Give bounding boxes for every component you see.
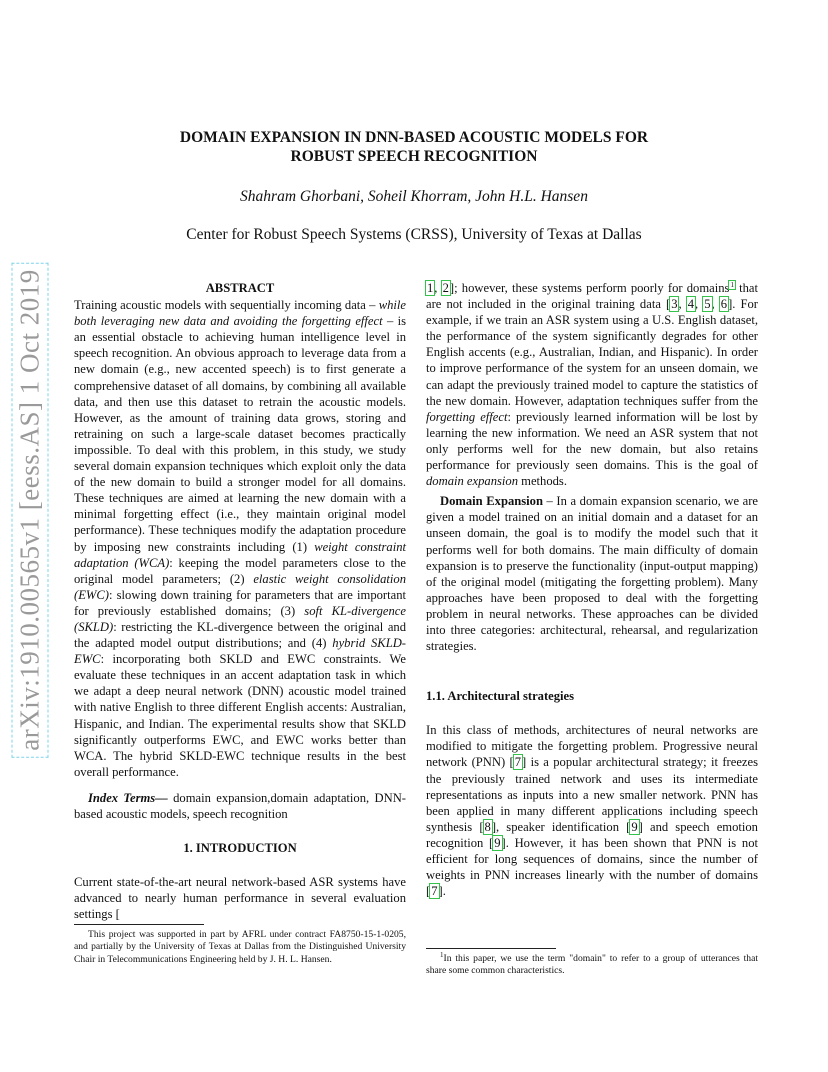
- citation-link[interactable]: 3: [671, 297, 678, 312]
- citation-link[interactable]: 9: [494, 835, 501, 850]
- footnote-rule-right: [426, 948, 556, 949]
- arxiv-identifier[interactable]: arXiv:1910.00565v1 [eess.AS] 1 Oct 2019: [12, 262, 49, 757]
- arxiv-sidebar: [10, 230, 50, 790]
- domain-expansion-label: Domain Expansion: [440, 494, 543, 509]
- body-text: ], speaker identification [: [491, 819, 631, 834]
- right-column: [426, 280, 758, 899]
- citation-sep: ,: [678, 297, 687, 312]
- title-line-1: DOMAIN EXPANSION IN DNN-BASED ACOUSTIC MODELS FOR: [179, 129, 649, 146]
- term-domain-expansion: domain expansion: [426, 474, 518, 489]
- citation-link[interactable]: 2: [442, 281, 449, 295]
- index-terms-label: Index Terms—: [88, 790, 168, 805]
- body-text: ]. However, it has been shown that PNN is not efficient for long sequences of domains, since the number of weights in PNN increases linearly with the number of domains [: [426, 835, 758, 899]
- affiliation: Center for Robust Speech Systems (CRSS), University of Texas at Dallas: [186, 226, 642, 243]
- abstract-text: : slowing down training for parameters that are important for previously established domains; (3): [74, 587, 406, 618]
- intro-paragraph-1: [74, 874, 406, 922]
- term-skld: soft KL-divergence (SKLD): [74, 603, 406, 634]
- intro-text: : previously learned information will be lost by learning the new information. We need an ASR system that not only performs well for the new domain, but also retains performance for previously seen domains. This is the goal of: [426, 409, 758, 473]
- intro-text: ]. For example, if we train an ASR system using a U.S. English dataset, the performance of the system significantly degrades for other English accents (e.g., Australian, Indian, and Hispanic). In order to improve performance of the system for an unseen domain, we can adapt the previously trained model to capture the statistics of the new domain. However, adaptation techniques suffer from the: [426, 297, 758, 408]
- footnote-mark: 1: [440, 950, 444, 959]
- citation-sep: ,: [711, 297, 720, 312]
- intro-text: ]; however, these systems perform poorly for domains: [449, 281, 730, 295]
- body-text: ] is a popular architectural strategy; it freezes the previously trained network and uses its intermediate representations as inputs into a new smaller network. PNN has been applied in many different applications including speech synthesis [: [426, 755, 758, 834]
- intro-text: Current state-of-the-art neural network-based ASR systems have advanced to nearly human performance in several evaluation settings [: [74, 875, 406, 922]
- intro-paragraph-2: [426, 493, 758, 654]
- abstract-text: – is an essential obstacle to achieving human intelligence level in speech recognition. An obvious approach to leverage data from a new domain (e.g., new accented speech) is to first generate a comprehensive dataset of all domains, by combining all available data, and then use this dataset to retrain the acoustic models. However, as the amount of training data grows, storing and retraining on such a large-scale dataset becomes practically impossible. To deal with this problem, in this study, we study several domain expansion techniques which exploit only the data of the new domain to build a stronger model for all domains. These techniques are aimed at learning the new domain with a minimal forgetting effect (i.e., they maintain original model performance). These techniques modify the adaptation procedure by imposing new constraints including (1): [74, 314, 407, 554]
- footnote-domain: [426, 950, 758, 978]
- citation-link[interactable]: 9: [631, 819, 638, 834]
- footnote-rule-left: [74, 924, 204, 925]
- citation-link[interactable]: 8: [484, 819, 491, 834]
- intro-paragraph-1-cont: [426, 280, 758, 489]
- abstract-body: [74, 297, 406, 780]
- citation-link[interactable]: 6: [720, 297, 728, 312]
- index-terms-text: domain expansion,domain adaptation, DNN-based acoustic models, speech recognition: [74, 790, 407, 821]
- citation-link[interactable]: 7: [431, 884, 438, 899]
- title-line-2: ROBUST SPEECH RECOGNITION: [290, 148, 538, 165]
- abstract-text: : restricting the KL-divergence between the original and the adapted model output distributions; and (4): [74, 619, 406, 651]
- abstract-heading: ABSTRACT: [205, 281, 275, 295]
- paper-title: [120, 128, 708, 166]
- citation-link[interactable]: 7: [514, 755, 522, 770]
- authors: Shahram Ghorbani, Soheil Khorram, John H.L. Hansen: [240, 188, 588, 205]
- citation-sep: ,: [434, 281, 442, 295]
- footnote-link[interactable]: 1: [730, 280, 734, 289]
- intro-text: – In a domain expansion scenario, we are given a model trained on an initial domain and a dataset for an unseen domain, the goal is to modify the model such that it performs well for both domains. The main difficulty of domain expansion is to preserve the functionality (input-output mapping) of the original model (mitigating the forgetting problem). Many approaches have been proposed to deal with the forgetting problem in neural networks. These approaches can be divided into three categories: architectural, rehearsal, and regularization strategies.: [426, 494, 758, 654]
- body-text: In this class of methods, architectures of neural networks are modified to mitigate the forgetting problem. Progressive neural network (PNN) [: [426, 723, 758, 770]
- section-heading-introduction: 1. INTRODUCTION: [183, 841, 297, 856]
- term-ewc: elastic weight consolidation (EWC): [74, 571, 406, 602]
- intro-text: methods.: [518, 474, 567, 489]
- abstract-text: : keeping the model parameters close to the original model parameters; (2): [74, 555, 406, 586]
- body-text: ].: [438, 884, 446, 899]
- intro-text: that are not included in the original training data [: [426, 281, 758, 312]
- term-hybrid: hybrid SKLD-EWC: [74, 636, 406, 667]
- term-wca: weight constraint adaptation (WCA): [74, 539, 406, 570]
- abstract-text: Training acoustic models with sequentially incoming data –: [74, 298, 379, 313]
- abstract-text: : incorporating both SKLD and EWC constraints. We evaluate these techniques in an accent adaptation task in which we adapt a deep neural network (DNN) acoustic model trained with native English to three different English accents: Australian, Hispanic, and Indian. The experimental results show that SKLD significantly outperforms EWC, and EWC works better than WCA. The hybrid SKLD-EWC technique results in the best overall performance.: [74, 652, 406, 779]
- term-forgetting-effect: forgetting effect: [426, 409, 508, 424]
- citation-link[interactable]: 5: [704, 297, 711, 312]
- architectural-paragraph: [426, 722, 758, 899]
- body-text: ] and speech emotion recognition [: [426, 819, 758, 850]
- citation-link[interactable]: 1: [427, 281, 434, 295]
- citation-sep: ,: [695, 297, 704, 312]
- footnote-text: In this paper, we use the term "domain" to refer to a group of utterances that share some common characteristics.: [426, 953, 758, 977]
- abstract-emphasis: while both leveraging new data and avoiding the forgetting effect: [74, 298, 406, 329]
- left-column: [74, 280, 406, 922]
- footnote-funding: This project was supported in part by AFRL under contract FA8750-15-1-0205, and partially by the University of Texas at Dallas from the Distinguished University Chair in Telecommunications Engineering held by J. H. L. Hansen.: [74, 929, 406, 965]
- subsection-heading-architectural: 1.1. Architectural strategies: [426, 689, 575, 704]
- citation-link[interactable]: 4: [687, 297, 695, 312]
- index-terms: [74, 790, 406, 822]
